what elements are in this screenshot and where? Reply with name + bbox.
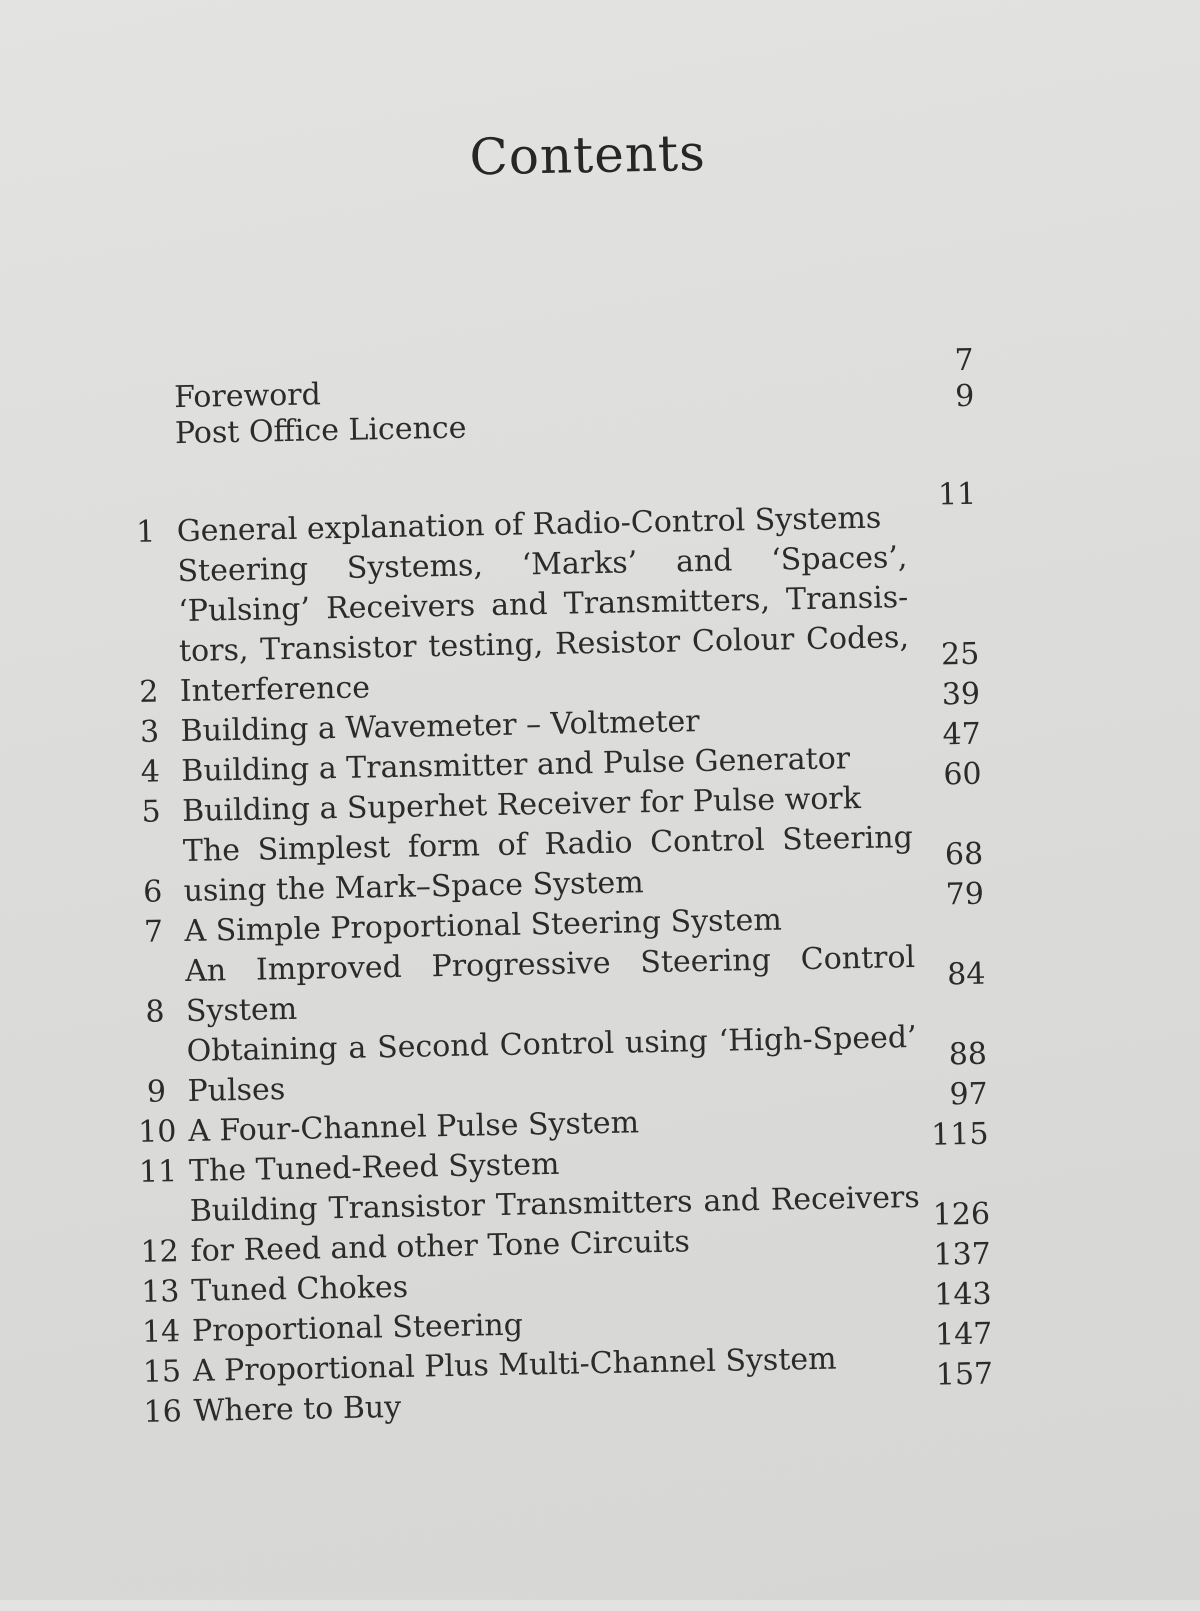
page-number: 7 [954, 342, 974, 379]
chapter-number: 14 [141, 1314, 181, 1350]
page-number: 39 [941, 676, 981, 713]
page-number: 11 [937, 476, 977, 513]
entry-title: Steering Systems, ‘Marks’ and ‘Spaces’, ‘Pulsing’ Receivers and Transmitters, Transis-tors, Transistor testing, Resistor Colour Codes, Interference [177, 540, 910, 710]
entry-title: The Tuned-Reed System [188, 1146, 560, 1189]
entry-title: Tuned Chokes [191, 1269, 409, 1309]
page-number: 97 [949, 1076, 989, 1113]
entry-title: A Four-Channel Pulse System [187, 1105, 640, 1149]
chapter-number: 12 [140, 1234, 180, 1270]
entry-title: Proportional Steering [191, 1307, 524, 1349]
entry-title: Building a Superhet Receiver for Pulse work [181, 780, 862, 830]
entry-title: Obtaining a Second Control using ‘High-Speed’ Pulses [186, 1019, 917, 1109]
page-number: 9 [954, 378, 975, 415]
entry-title: Where to Buy [193, 1389, 402, 1429]
page-number: 115 [930, 1116, 989, 1153]
chapter-number: 10 [137, 1114, 177, 1150]
entry-title: Building Transistor Transmitters and Receivers for Reed and other Tone Circuits [189, 1179, 921, 1269]
chapter-number: 4 [140, 754, 161, 790]
entry-title: Post Office Licence [174, 410, 467, 452]
chapter-number: 2 [138, 674, 159, 710]
page-number: 84 [946, 956, 986, 993]
chapter-number: 16 [143, 1394, 183, 1430]
page-number: 143 [933, 1276, 992, 1313]
chapter-number: 11 [138, 1154, 178, 1190]
page-number: 126 [932, 1196, 991, 1233]
chapter-number: 5 [141, 794, 162, 830]
chapters-list [114, 476, 1011, 1433]
page-number: 25 [940, 636, 980, 673]
entry-title: General explanation of Radio-Control Systems [176, 500, 882, 550]
entry-title: Building a Transmitter and Pulse Generator [181, 741, 851, 790]
page-number: 157 [935, 1356, 994, 1393]
chapter-number: 7 [143, 914, 164, 950]
page-number: 68 [944, 836, 984, 873]
entry-title: Building a Wavemeter – Voltmeter [180, 704, 700, 750]
page-number: 60 [943, 756, 982, 793]
page-number: 47 [942, 716, 982, 753]
chapter-number: 8 [145, 994, 165, 1030]
chapter-number: 1 [135, 514, 156, 550]
chapter-number: 13 [140, 1274, 180, 1310]
entry-title: A Simple Proportional Steering System [184, 902, 783, 949]
chapter-number: 3 [139, 714, 160, 750]
page-title: Contents [468, 123, 707, 187]
toc-entry-chapter [115, 536, 998, 713]
entry-title: Foreword [173, 377, 322, 416]
chapter-number: 9 [146, 1074, 167, 1110]
chapter-number: 15 [142, 1354, 182, 1390]
page-number: 147 [934, 1316, 993, 1353]
chapter-number [113, 452, 175, 453]
page-number: 79 [945, 876, 985, 913]
table-of-contents [112, 342, 1012, 1433]
entry-title: An Improved Progressive Steering Control System [184, 939, 916, 1029]
prelims-section [112, 342, 993, 453]
page-number: 137 [933, 1236, 992, 1273]
entry-title: A Proportional Plus Multi-Channel System [192, 1341, 837, 1389]
page-number: 88 [948, 1036, 988, 1073]
entry-title: The Simplest form of Radio Control Steering using the Mark–Space System [182, 820, 914, 910]
chapter-number: 6 [142, 874, 163, 910]
